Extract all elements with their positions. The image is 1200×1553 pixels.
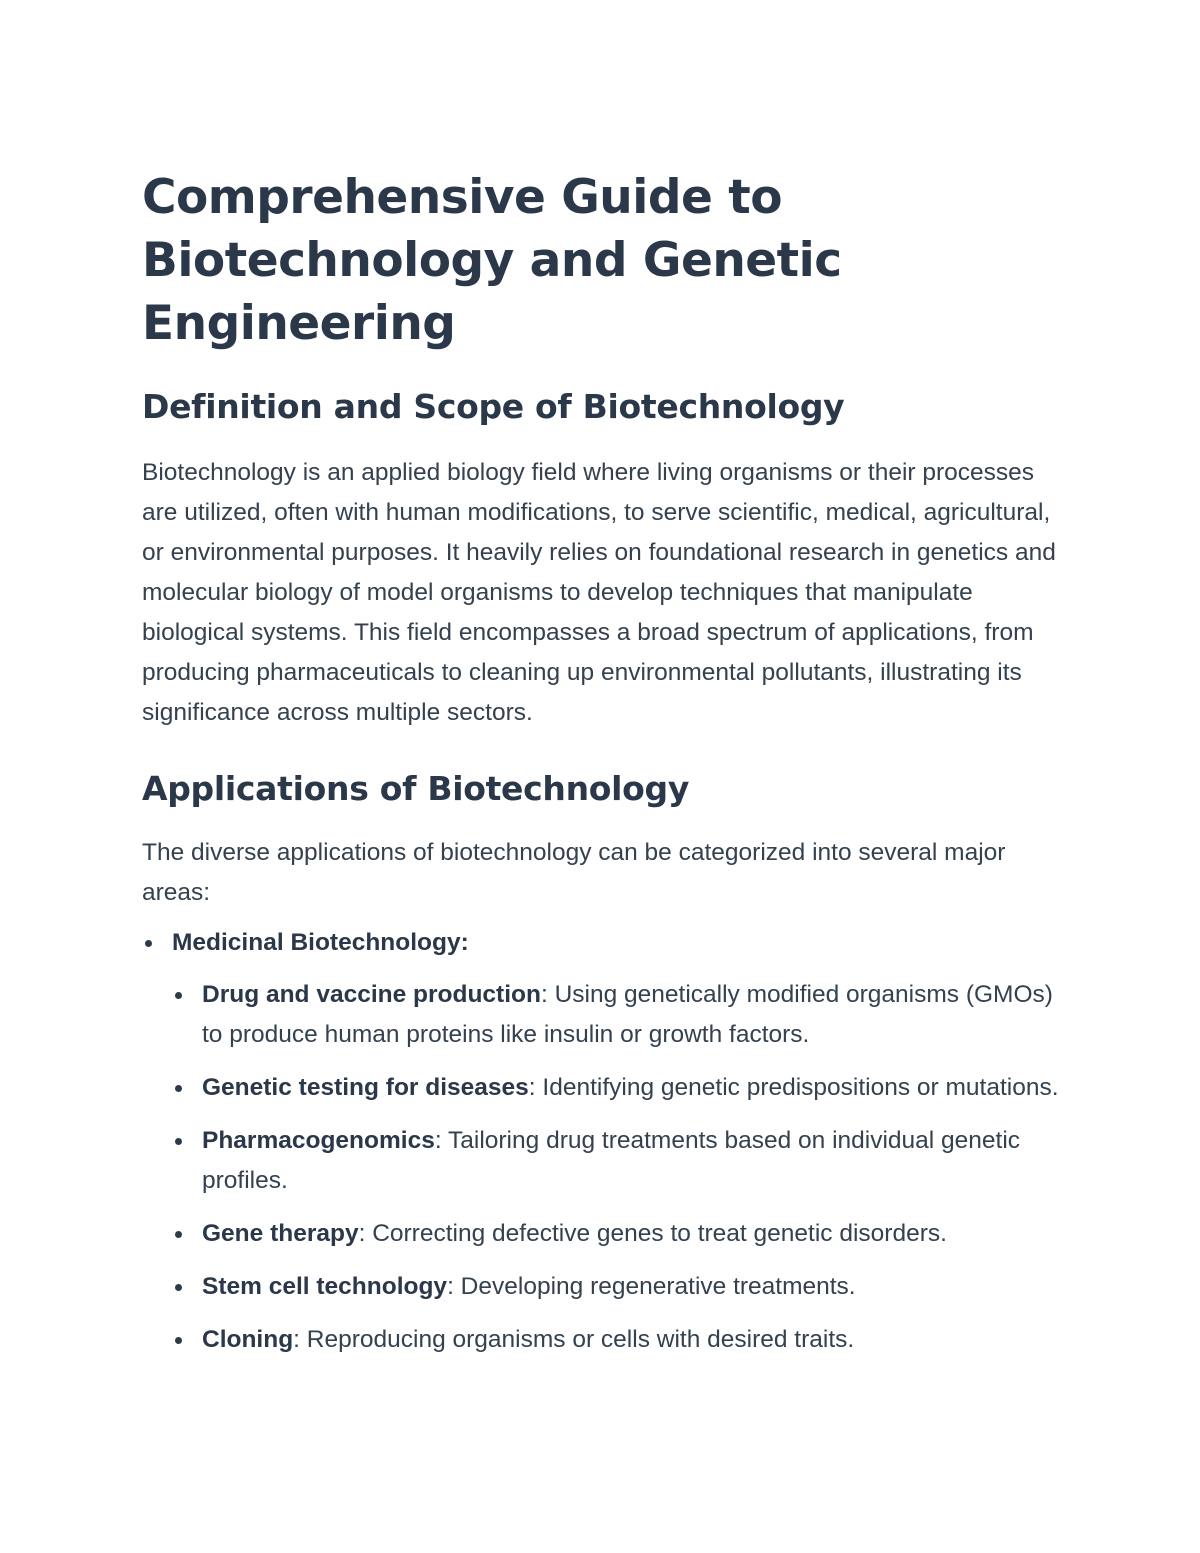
bullet-icon bbox=[175, 1284, 182, 1291]
sublist-item-term: Stem cell technology bbox=[202, 1273, 448, 1300]
sublist-item-gene-therapy bbox=[172, 1214, 1062, 1254]
sublist-item-pharmacogenomics bbox=[172, 1121, 1062, 1201]
document-page bbox=[142, 166, 1062, 1373]
sublist-item-term: Drug and vaccine production bbox=[202, 981, 541, 1008]
section-heading-definition: Definition and Scope of Biotechnology bbox=[142, 387, 845, 426]
sublist-item-description: : Using genetically modified organisms (GMOs) to produce human proteins like insulin or growth factors. bbox=[202, 981, 1053, 1048]
sublist-item-description: : Tailoring drug treatments based on individual genetic profiles. bbox=[202, 1127, 1021, 1194]
sublist-item-term: Gene therapy bbox=[202, 1220, 359, 1247]
sublist-item-term: Pharmacogenomics bbox=[202, 1127, 435, 1154]
bullet-icon bbox=[175, 992, 182, 999]
applications-list bbox=[142, 923, 1062, 1360]
sublist-item-description: : Identifying genetic predispositions or mutations. bbox=[528, 1074, 1059, 1101]
sublist-item-description: : Correcting defective genes to treat genetic disorders. bbox=[358, 1220, 947, 1247]
applications-intro-paragraph: The diverse applications of biotechnology can be categorized into several major areas: bbox=[142, 839, 1006, 906]
bullet-icon bbox=[175, 1138, 182, 1145]
sublist-item-term: Cloning bbox=[202, 1326, 294, 1353]
list-item-term: Medicinal Biotechnology bbox=[172, 929, 461, 956]
bullet-icon bbox=[175, 1337, 182, 1344]
sublist-item-drug-vaccine bbox=[172, 975, 1062, 1055]
sublist-item-cloning bbox=[172, 1320, 1062, 1360]
sublist-item-genetic-testing bbox=[172, 1068, 1062, 1108]
medicinal-sublist bbox=[172, 975, 1062, 1360]
document-title: Comprehensive Guide to Biotechnology and Genetic Engineering bbox=[142, 170, 842, 351]
bullet-icon bbox=[145, 940, 152, 947]
bullet-icon bbox=[175, 1231, 182, 1238]
list-item-suffix: : bbox=[460, 929, 469, 956]
sublist-item-description: : Developing regenerative treatments. bbox=[447, 1273, 856, 1300]
sublist-item-description: : Reproducing organisms or cells with desired traits. bbox=[293, 1326, 855, 1353]
list-item-medicinal-biotechnology bbox=[142, 923, 1062, 1360]
sublist-item-term: Genetic testing for diseases bbox=[202, 1074, 529, 1101]
sublist-item-stem-cell bbox=[172, 1267, 1062, 1307]
section-heading-applications: Applications of Biotechnology bbox=[142, 769, 690, 808]
definition-paragraph: Biotechnology is an applied biology field where living organisms or their processes are utilized, often with human modifications, to serve scientific, medical, agricultural, or environmental purposes. It heavily relies on foundational research in genetics and molecular biology of model organisms to develop techniques that manipulate biological systems. This field encompasses a broad spectrum of applications, from producing pharmaceuticals to cleaning up environmental pollutants, illustrating its significance across multiple sectors. bbox=[142, 459, 1056, 726]
bullet-icon bbox=[175, 1085, 182, 1092]
